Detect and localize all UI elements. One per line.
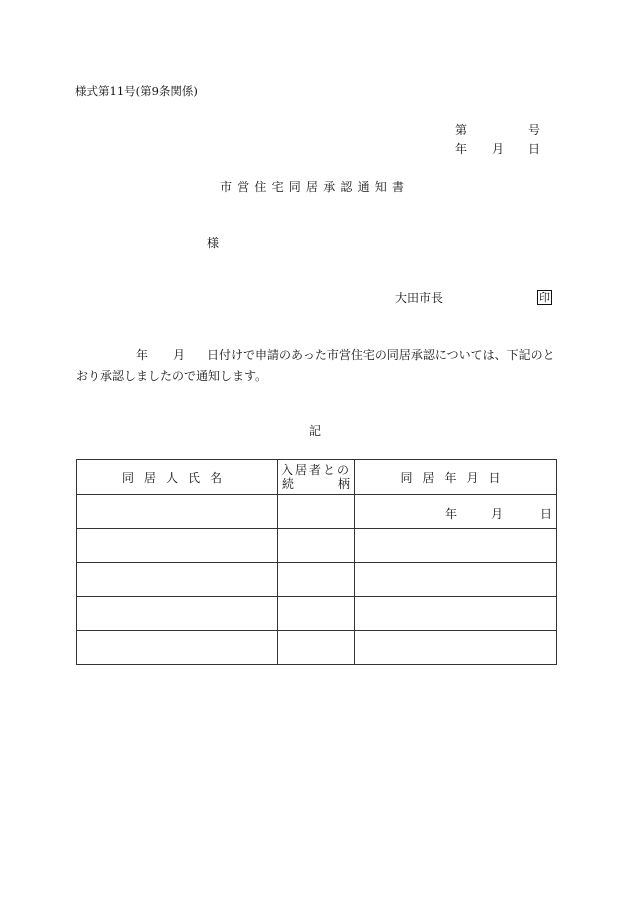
table-row xyxy=(77,631,557,665)
column-header-relationship xyxy=(278,460,355,495)
column-header-cohabitant-name: 同居人氏名 xyxy=(77,460,278,495)
document-number-suffix: 号 xyxy=(528,123,541,137)
relationship-header-char-a: 続 xyxy=(282,477,295,491)
issue-date-day-label: 日 xyxy=(528,142,541,156)
relationship-cell[interactable] xyxy=(278,597,355,631)
issue-date-year-label: 年 xyxy=(455,142,468,156)
cohabitant-name-cell[interactable] xyxy=(77,529,278,563)
cohabitant-name-cell[interactable] xyxy=(77,631,278,665)
cohabitation-date-cell[interactable] xyxy=(355,495,557,529)
document-title: 市営住宅同居承認通知書 xyxy=(220,180,410,194)
cohabitant-table xyxy=(76,459,557,665)
body-month-label: 月 xyxy=(173,348,186,362)
relationship-cell[interactable] xyxy=(278,563,355,597)
row-date-year-label: 年 xyxy=(445,507,458,521)
cohabitant-name-cell[interactable] xyxy=(77,563,278,597)
issue-date-month-label: 月 xyxy=(492,142,505,156)
cohabitation-date-cell[interactable] xyxy=(355,631,557,665)
relationship-cell[interactable] xyxy=(278,529,355,563)
cohabitant-name-cell[interactable] xyxy=(77,495,278,529)
cohabitation-date-cell[interactable] xyxy=(355,529,557,563)
row-date-month-label: 月 xyxy=(491,507,504,521)
relationship-header-line1: 入居者との xyxy=(280,463,351,477)
table-row xyxy=(77,563,557,597)
relationship-cell[interactable] xyxy=(278,631,355,665)
issuer-name: 大田市長 xyxy=(395,291,444,305)
cohabitation-date-cell[interactable] xyxy=(355,563,557,597)
body-year-label: 年 xyxy=(136,348,149,362)
relationship-cell[interactable] xyxy=(278,495,355,529)
table-header-row xyxy=(77,460,557,495)
addressee-honorific: 様 xyxy=(207,236,220,250)
relationship-header-char-b: 柄 xyxy=(337,477,350,491)
table-row xyxy=(77,529,557,563)
ki-heading: 記 xyxy=(309,424,322,438)
seal-mark: 印 xyxy=(539,291,550,304)
form-number: 様式第11号(第9条関係) xyxy=(75,84,198,98)
body-text-line2: おり承認しましたので通知します。 xyxy=(76,369,268,383)
row-date-day-label: 日 xyxy=(540,507,553,521)
relationship-header-line2 xyxy=(278,477,354,491)
table-row xyxy=(77,597,557,631)
body-text-line1: 日付けで申請のあった市営住宅の同居承認については、下記のと xyxy=(207,348,555,362)
cohabitation-date-cell[interactable] xyxy=(355,597,557,631)
table-row xyxy=(77,495,557,529)
column-header-cohabitation-date: 同居年月日 xyxy=(355,460,557,495)
cohabitant-name-cell[interactable] xyxy=(77,597,278,631)
document-number-prefix: 第 xyxy=(455,123,468,137)
